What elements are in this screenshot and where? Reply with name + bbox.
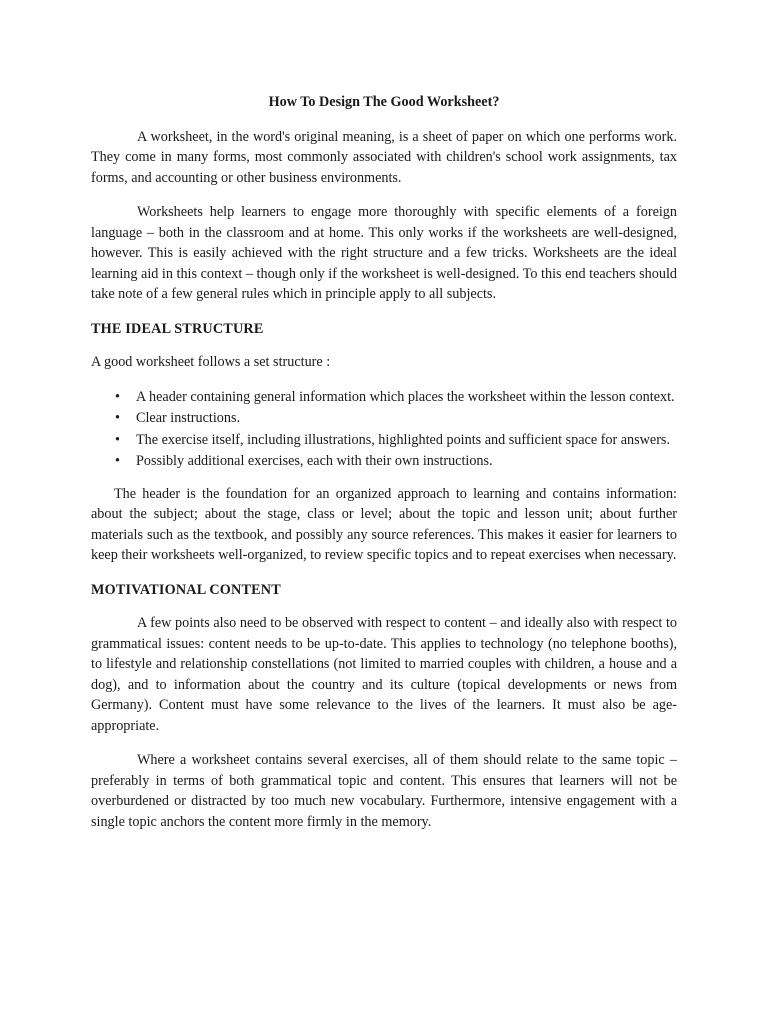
bullet-icon: • xyxy=(115,453,120,469)
list-item-text: A header containing general information which places the worksheet within the lesson context. xyxy=(136,388,675,405)
structure-lead-text: A good worksheet follows a set structure : xyxy=(91,354,331,370)
list-item-text: Clear instructions. xyxy=(136,410,241,426)
list-item-text: Possibly additional exercises, each with their own instructions. xyxy=(136,453,493,469)
section-heading-motivational-content: MOTIVATIONAL CONTENT xyxy=(91,581,281,598)
document-body xyxy=(91,92,677,846)
section-heading-ideal-structure: THE IDEAL STRUCTURE xyxy=(91,320,264,337)
list-item xyxy=(91,430,677,451)
list-item xyxy=(91,408,677,429)
bullet-icon: • xyxy=(115,431,120,448)
content-paragraph-1: A few points also need to be observed with respect to content – and ideally also with respect to grammatical issues: content needs to be up-to-date. This applies to technology (no telephone booths), to lifestyle and relationship constellations (not limited to married couples with children, a house and a dog), and to information about the country and its culture (topical developments or news from Germany). Content must have some relevance to the lives of the learners. It must also be age-appropriate. xyxy=(91,615,677,734)
list-item xyxy=(91,387,677,408)
bullet-icon: • xyxy=(115,410,120,426)
intro-paragraph-2: Worksheets help learners to engage more thoroughly with specific elements of a foreign language – both in the classroom and at home. This only works if the worksheets are well-designed, however. This is easily achieved with the right structure and a few tricks. Worksheets are the ideal learning aid in this context – though only if the worksheet is well-designed. To this end teachers should take note of a few general rules which in principle apply to all subjects. xyxy=(91,204,677,302)
bullet-icon: • xyxy=(115,388,120,405)
content-paragraph-2: Where a worksheet contains several exercises, all of them should relate to the same topic – preferably in terms of both grammatical topic and content. This ensures that learners will not be overburdened or distracted by too much new vocabulary. Furthermore, intensive engagement with a single topic anchors the content more firmly in the memory. xyxy=(91,752,677,830)
list-item-text: The exercise itself, including illustrations, highlighted points and sufficient space for answers. xyxy=(136,431,671,448)
intro-paragraph-1: A worksheet, in the word's original meaning, is a sheet of paper on which one performs work. They come in many forms, most commonly associated with children's school work assignments, tax forms, and accounting or other business environments. xyxy=(91,128,677,186)
document-title: How To Design The Good Worksheet? xyxy=(268,94,500,110)
list-item xyxy=(91,451,677,472)
structure-bullet-list xyxy=(91,387,677,472)
header-description-paragraph: The header is the foundation for an organized approach to learning and contains information: about the subject; about the stage, class or level; about the topic and lesson unit; about further materials such as the textbook, and possibly any source references. This makes it easier for learners to keep their worksheets well-organized, to review specific topics and to repeat exercises when necessary. xyxy=(91,485,677,563)
